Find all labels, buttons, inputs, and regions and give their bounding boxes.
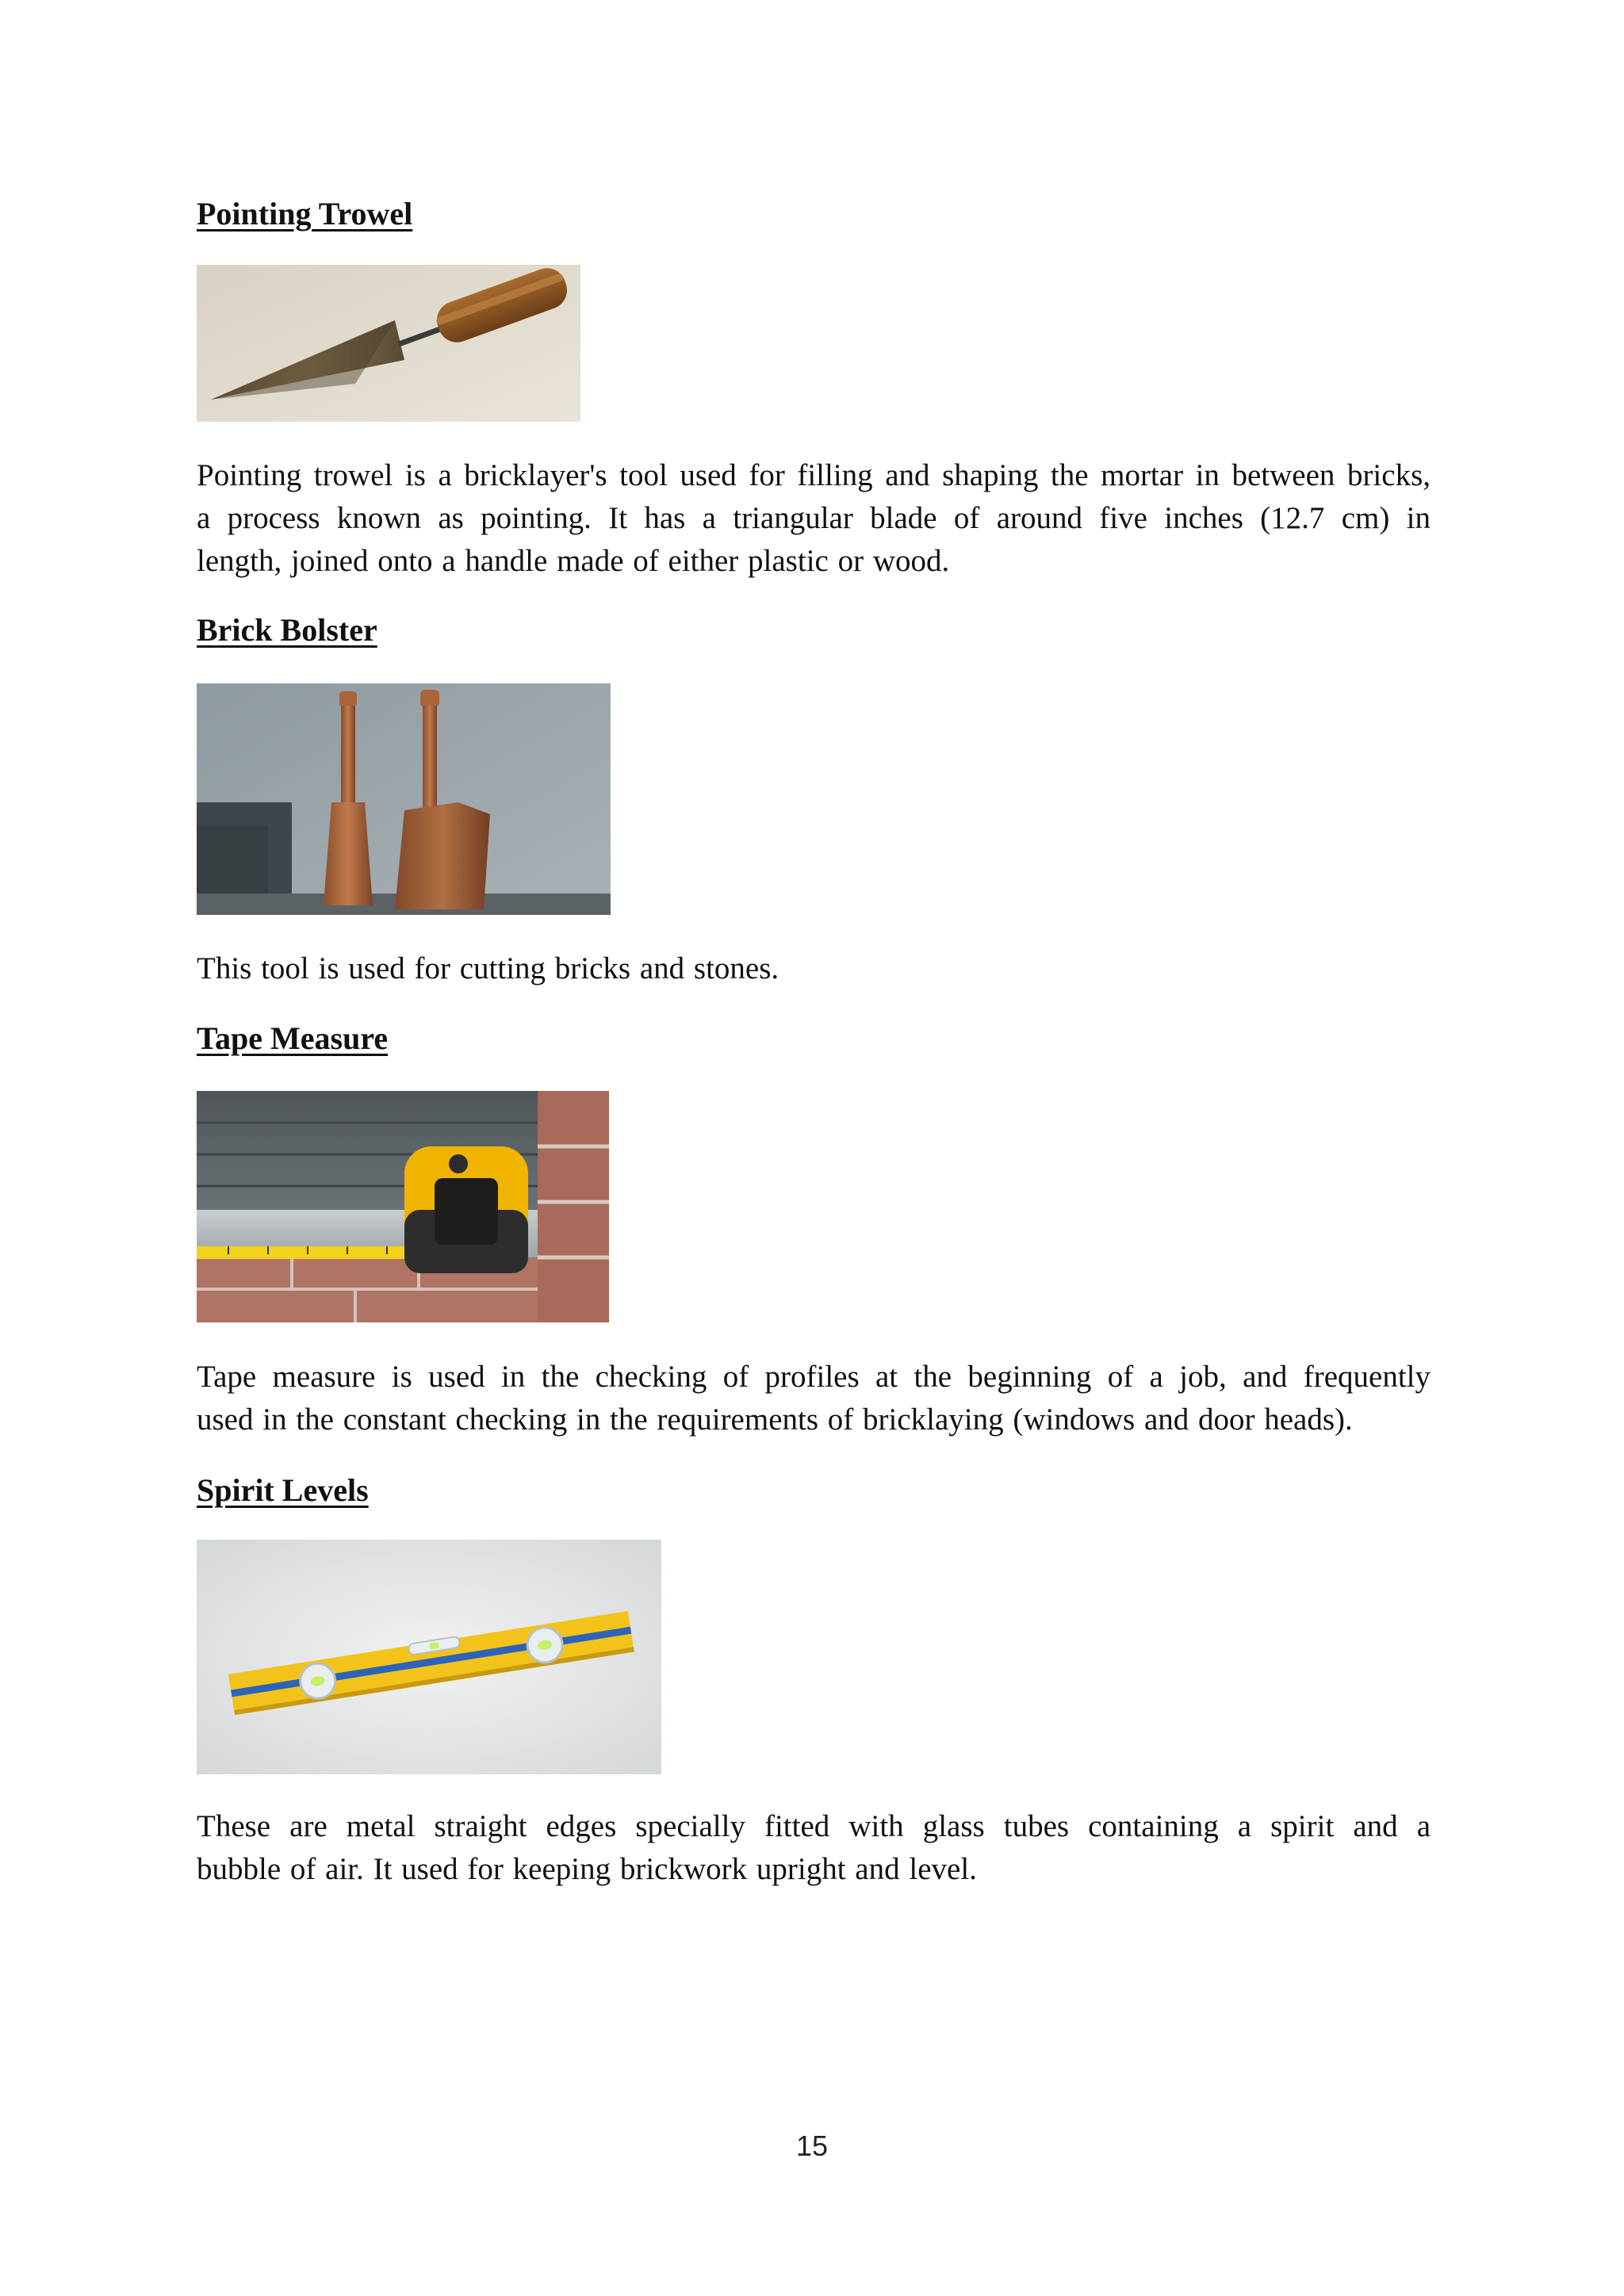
paragraph-line: length, joined onto a handle made of either plastic or wood.: [197, 544, 950, 578]
paragraph-line: Pointing trowel is a bricklayer's tool used for filling and shaping the mortar in between bricks,: [197, 458, 1431, 492]
paragraph-tape-measure: [197, 1356, 1431, 1441]
pointing-trowel-photo: [197, 265, 580, 422]
spirit-level-photo: [197, 1540, 661, 1774]
paragraph-line: This tool is used for cutting bricks and stones.: [197, 951, 779, 985]
brick-bolster-photo: [197, 683, 611, 915]
paragraph-spirit-levels: [197, 1805, 1431, 1891]
section-heading-spirit-levels: Spirit Levels: [197, 1472, 369, 1508]
paragraph-line: These are metal straight edges specially fitted with glass tubes containing a spirit and a: [197, 1809, 1431, 1843]
paragraph-line: a process known as pointing. It has a triangular blade of around five inches (12.7 cm) in: [197, 501, 1431, 535]
paragraph-line: bubble of air. It used for keeping brickwork upright and level.: [197, 1852, 977, 1886]
section-heading-pointing-trowel: Pointing Trowel: [197, 196, 413, 232]
section-heading-brick-bolster: Brick Bolster: [197, 612, 377, 648]
paragraph-line: Tape measure is used in the checking of profiles at the beginning of a job, and frequently: [197, 1360, 1431, 1394]
paragraph-brick-bolster: [197, 947, 1431, 990]
paragraph-line: used in the constant checking in the requirements of bricklaying (windows and door heads).: [197, 1402, 1353, 1437]
tape-measure-photo: [197, 1091, 609, 1322]
section-heading-tape-measure: Tape Measure: [197, 1020, 389, 1056]
page-number: 15: [795, 2130, 829, 2162]
paragraph-pointing-trowel: [197, 454, 1431, 583]
